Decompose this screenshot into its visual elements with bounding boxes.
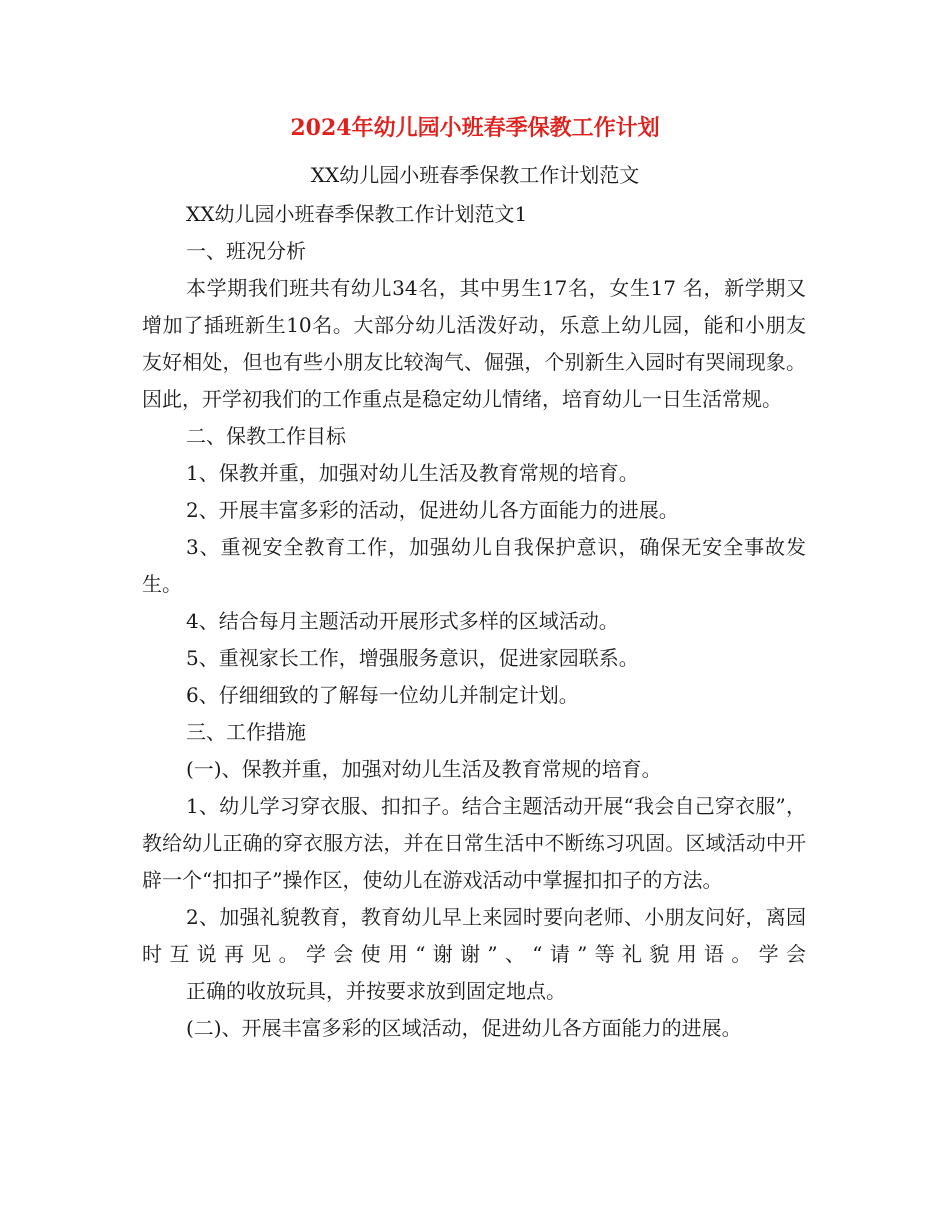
list-item: 5、重视家长工作，增强服务意识，促进家园联系。 [186, 646, 639, 670]
section-heading: 三、工作措施 [186, 720, 306, 744]
list-item: 3、重视安全教育工作，加强幼儿自我保护意识，确保无安全事故发生。 [142, 535, 806, 596]
subsection-heading: (二)、开展丰富多彩的区域活动，促进幼儿各方面能力的进展。 [186, 1016, 742, 1040]
paragraph: 正确的收放玩具，并按要求放到固定地点。 [186, 979, 566, 1003]
list-item: 2、开展丰富多彩的活动，促进幼儿各方面能力的进展。 [186, 498, 679, 522]
list-item: 4、结合每月主题活动开展形式多样的区域活动。 [186, 609, 619, 633]
section-heading: 一、班况分析 [186, 239, 306, 263]
paragraph: 1、幼儿学习穿衣服、扣扣子。结合主题活动开展“我会自己穿衣服”，教给幼儿正确的穿衣服方法，并在日常生活中不断练习巩固。区域活动中开辟一个“扣扣子”操作区，使幼儿在游戏活动中掌握扣扣子的方法。 [142, 794, 806, 892]
list-item: 1、保教并重，加强对幼儿生活及教育常规的培育。 [186, 461, 639, 485]
paragraph: 2、加强礼貌教育，教育幼儿早上来园时要向老师、小朋友问好，离园时互说再见。学会使用“谢谢”、“请”等礼貌用语。学会 [142, 905, 806, 966]
paragraph: 本学期我们班共有幼儿34名，其中男生17名，女生17 名，新学期又增加了插班新生10名。大部分幼儿活泼好动，乐意上幼儿园，能和小朋友友好相处，但也有些小朋友比较淘气、倔强，个别新生入园时有哭闹现象。因此，开学初我们的工作重点是稳定幼儿情绪，培育幼儿一日生活常规。 [142, 276, 806, 411]
document-title: 2024年幼儿园小班春季保教工作计划 [290, 115, 660, 141]
section-heading: 二、保教工作目标 [186, 424, 346, 448]
section-heading: XX幼儿园小班春季保教工作计划范文1 [186, 202, 528, 226]
list-item: 6、仔细细致的了解每一位幼儿并制定计划。 [186, 683, 579, 707]
document-body [142, 196, 806, 1047]
document-subtitle: XX幼儿园小班春季保教工作计划范文 [310, 163, 640, 187]
subsection-heading: (一)、保教并重，加强对幼儿生活及教育常规的培育。 [186, 757, 662, 781]
